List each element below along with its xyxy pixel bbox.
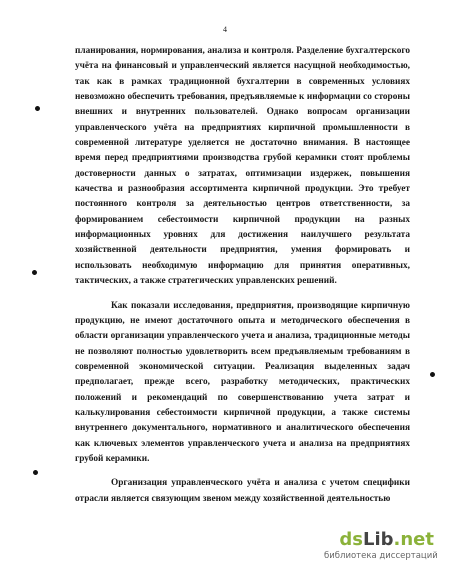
logo-dot: .: [393, 529, 401, 550]
watermark-caption: библиотека диссертаций: [324, 551, 438, 561]
scan-mark-left-3: [32, 469, 39, 476]
paragraph-1: планирования, нормирования, анализа и контроля. Разделение бухгалтерского учёта на финансовый и управленческий является насущной необходимостью, так как в рамках традиционной бухгалтерии в современных условиях невозможно обеспечить требования, предъявляемые к информации со стороны внешних и внутренних пользователей. Однако вопросам организации управленческого учёта на предприятиях кирпичной промышленности в современной литературе уделяется не достаточно внимания. В настоящее время перед предприятиями производства грубой керамики стоят проблемы достоверности данных о затратах, оптимизации издержек, повышения качества и разнообразия ассортимента кирпичной продукции. Это требует постоянного контроля за деятельностью центров ответственности, за формированием себестоимости кирпичной продукции на разных информационных уровнях для достижения наилучшего результата хозяйственной деятельности предприятия, умения формировать и использовать необходимую информацию для принятия оперативных, тактических, а также стратегических управленских решений.: [75, 46, 410, 287]
scan-mark-left-1: [34, 105, 41, 112]
dslib-logo: [324, 530, 434, 550]
dslib-watermark: [324, 529, 438, 566]
logo-net: net: [400, 529, 434, 550]
paragraph-3: Организация управленческого учёта и анализа с учетом специфики отрасли является связующим звеном между хозяйственной деятельностью: [75, 478, 410, 504]
paragraph-2: Как показали исследования, предприятия, производящие кирпичную продукцию, не имеют достаточного опыта и методического обеспечения в области организации управленческого учета и анализа, традиционные методы не позволяют полностью удовлетворить всем предъявляемым требованиям в современной экономической ситуации. Реализация выделенных задач предполагает, прежде всего, разработку методических, практических положений и рекомендаций по совершенствованию учета затрат и калькулирования себестоимости кирпичной продукции, а также системы внутреннего документального, нормативного и аналитического обеспечения как ключевых элементов управленческого учета и анализа на предприятиях грубой керамики.: [75, 300, 410, 464]
scan-mark-right: [429, 371, 436, 378]
scan-mark-left-2: [31, 269, 38, 276]
page-number: 4: [223, 25, 227, 34]
logo-lib: Lib: [362, 529, 394, 550]
document-body: [75, 44, 410, 507]
logo-ds: ds: [339, 529, 363, 550]
